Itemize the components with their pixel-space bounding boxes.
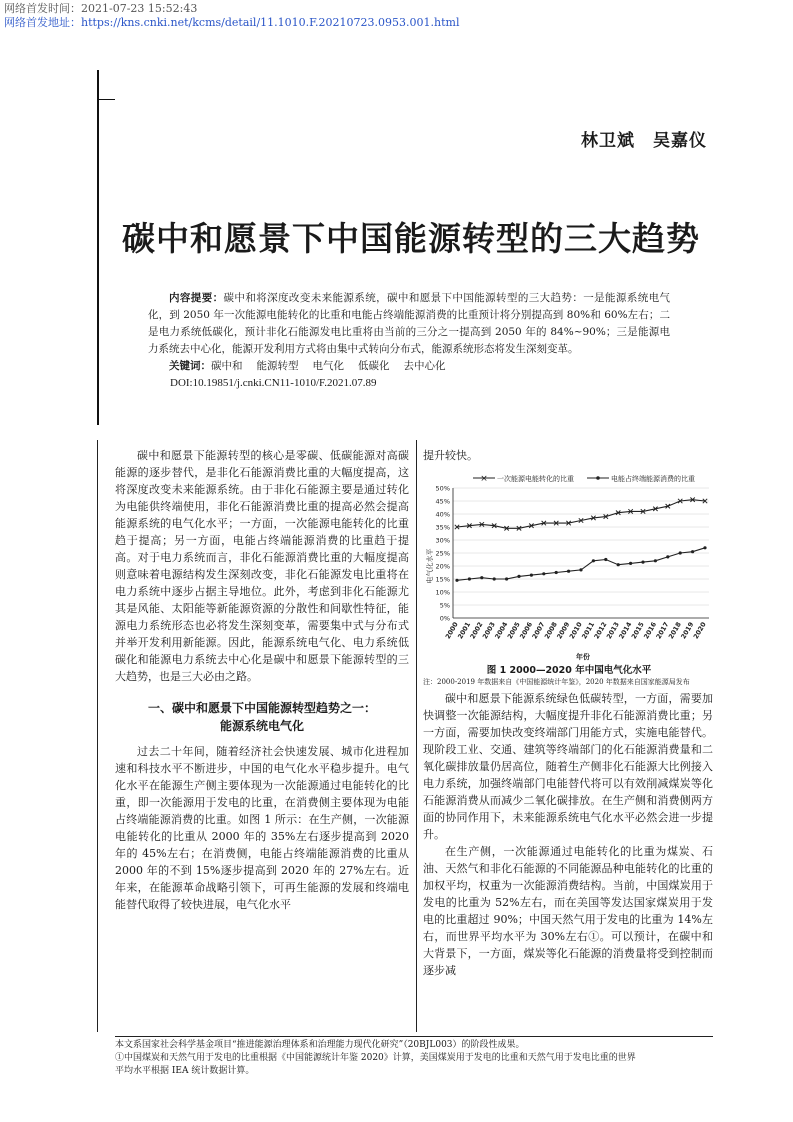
right-column-top (423, 447, 713, 464)
x-tick-label: 2004 (493, 620, 510, 641)
legend-marker-primary: × (480, 474, 488, 484)
x-tick-label: 2006 (518, 620, 535, 641)
data-point-final-consumption (567, 570, 570, 573)
chart-axes (436, 485, 709, 641)
x-tick-label: 2018 (666, 620, 683, 641)
keyword: 低碳化 (358, 360, 390, 372)
data-point-final-consumption (505, 577, 508, 580)
y-tick-label: 45% (435, 497, 450, 506)
data-point-final-consumption (480, 576, 483, 579)
y-tick-label: 40% (435, 510, 450, 519)
article-title: 碳中和愿景下中国能源转型的三大趋势 (122, 219, 700, 258)
fund-footnote: 本文系国家社会科学基金项目“推进能源治理体系和治理能力现代化研究”（20BJL003）的阶段性成果。 (115, 1040, 525, 1050)
keywords-row: 关键词：碳中和 能源转型 电气化 低碳化 去中心化 (169, 360, 446, 372)
left-column (115, 447, 409, 913)
keyword: 去中心化 (403, 360, 446, 372)
legend-marker-final (596, 476, 600, 480)
right-column (423, 690, 713, 979)
figure-1 (423, 466, 715, 666)
x-tick-label: 2010 (567, 620, 584, 641)
x-tick-label: 2008 (542, 620, 559, 641)
y-tick-label: 35% (435, 523, 450, 532)
abstract-paragraph: 内容提要：碳中和将深度改变未来能源系统，碳中和愿景下中国能源转型的三大趋势：一是能源系统电气化，到 2050 年一次能源电能转化的比重和电能占终端能源消费的比重预计将分别提高到 80%和 60%左右；二是电力系统低碳化，预计非化石能源发电比重将由当前的三分之一提高到 2050 年的 84%~90%；三是能源电力系统去中心化，能源开发利用方式将由集中式转向分布式，能源系统形态将发生深刻变革。 (148, 292, 671, 355)
data-point-final-consumption (530, 574, 533, 577)
data-point-final-consumption (455, 579, 458, 582)
body-paragraph: 碳中和愿景下能源系统绿色低碳转型，一方面，需要加快调整一次能源结构，大幅度提升非化石能源消费比重；另一方面，需要加快改变终端部门用能方式，实施电能替代。现阶段工业、交通、建筑等终端部门的化石能源消费量和二氧化碳排放量仍居高位，随着生产侧非化石能源大比例接入电力系统，加强终端部门电能替代将可以有效削减煤炭等化石能源消费从而减少二氧化碳排放。在生产侧和消费侧两方面的协同作用下，未来能源系统电气化水平必然会进一步提升。 (423, 692, 713, 841)
y-tick-label: 25% (435, 549, 450, 558)
footnote-rule (115, 1036, 713, 1037)
x-tick-label: 2017 (654, 620, 671, 641)
y-tick-label: 5% (439, 601, 450, 610)
x-tick-label: 2003 (480, 620, 497, 641)
chart-legend (473, 474, 695, 484)
body-paragraph: 碳中和愿景下能源转型的核心是零碳、低碳能源对高碳能源的逐步替代，是非化石能源消费比重的大幅度提高，这将深度改变未来能源系统。由于非化石能源主要是通过转化为电能供终端使用，非化石能源消费比重的提高必然会提高能源系统的电气化水平；一方面，一次能源电能转化的比重趋于提高；另一方面，电能占终端能源消费的比重趋于提高。对于电力系统而言，非化石能源消费比重的大幅度提高则意味着电源结构发生深刻改变，非化石能源发电比重将在电力系统中逐步占据主导地位。此外，考虑到非化石能源尤其是风能、太阳能等新能源资源的分散性和间歇性特征，能源电力系统形态也必将发生深刻变革，需要集中式与分布式并举开发利用新能源。因此，能源系统电气化、电力系统低碳化和能源电力系统去中心化是碳中和愿景下能源转型的三大趋势，也是三大必由之路。 (115, 449, 409, 683)
x-tick-label: 2019 (679, 620, 696, 641)
legend-label-final: 电能占终端能源消费的比重 (611, 475, 695, 483)
header-vertical-rule (97, 70, 99, 425)
y-axis-label: 电气化水平 (426, 548, 434, 584)
data-point-final-consumption (679, 551, 682, 554)
data-point-final-consumption (666, 555, 669, 558)
keywords-label: 关键词 (169, 360, 201, 372)
section-heading (115, 699, 409, 735)
data-point-final-consumption (555, 571, 558, 574)
header-corner-rule (97, 99, 115, 100)
figure-note: 注：2000-2019 年数据来自《中国能源统计年鉴》，2020 年数据来自国家能源局发布 (423, 678, 690, 686)
data-point-final-consumption (617, 563, 620, 566)
x-tick-label: 2013 (604, 620, 621, 641)
legend-label-primary: 一次能源电能转化的比重 (497, 475, 574, 483)
data-point-final-consumption (629, 562, 632, 565)
left-margin-rule (97, 440, 98, 1032)
authors: 林卫斌 吴嘉仪 (581, 131, 707, 151)
data-point-final-consumption (654, 559, 657, 562)
section-heading-line1: 一、碳中和愿景下中国能源转型趋势之一： (147, 701, 376, 715)
abstract-text: 碳中和将深度改变未来能源系统，碳中和愿景下中国能源转型的三大趋势：一是能源系统电气化，到 2050 年一次能源电能转化的比重和电能占终端能源消费的比重预计将分别提高到 80%和 60%左右；二是电力系统低碳化，预计非化石能源发电比重将由当前的三分之一提高到 2050 年的 84%~90%；三是能源电力系统去中心化，能源开发利用方式将由集中式转向分布式，能源系统形态将发生深刻变革。 (148, 292, 671, 355)
body-paragraph: 在生产侧，一次能源通过电能转化的比重为煤炭、石油、天然气和非化石能源的不同能源品种电能转化的比重的加权平均，权重为一次能源消费结构。当前，中国煤炭用于发电的比重为 52%左右，而在美国等发达国家煤炭用于发电的比重超过 90%；中国天然气用于发电的比重为 14%左右，而世界平均水平为 30%左右①。可以预计，在碳中和大背景下，一方面，煤炭等化石能源的消费量将受到控制而逐步减 (423, 845, 713, 977)
first-publish-time: 网络首发时间：2021-07-23 15:52:43 (4, 2, 198, 15)
data-point-final-consumption (641, 561, 644, 564)
figure-caption: 图 1 2000—2020 年中国电气化水平 (486, 665, 652, 676)
y-tick-label: 30% (435, 536, 450, 545)
section-heading-line2: 能源系统电气化 (219, 719, 304, 733)
column-divider (416, 440, 417, 1032)
x-tick-label: 2011 (580, 620, 597, 641)
x-tick-label: 2016 (642, 620, 659, 641)
abstract-block (148, 290, 670, 392)
data-point-final-consumption (592, 559, 595, 562)
x-tick-label: 2001 (456, 620, 473, 641)
x-tick-label: 2015 (629, 620, 646, 641)
data-point-final-consumption (493, 577, 496, 580)
x-axis-label: 年份 (576, 653, 590, 661)
x-tick-label: 2009 (555, 620, 572, 641)
x-tick-label: 2002 (468, 620, 485, 641)
first-publish-url[interactable]: 网络首发地址：https://kns.cnki.net/kcms/detail/11.1010.F.20210723.0953.001.html (4, 16, 460, 29)
footnote-1-continued: 平均水平根据 IEA 统计数据计算。 (115, 1066, 255, 1076)
data-point-final-consumption (579, 568, 582, 571)
x-tick-label: 2014 (617, 620, 634, 641)
electrification-line-chart (423, 466, 715, 662)
data-point-final-consumption (517, 575, 520, 578)
body-paragraph-continued: 提升较快。 (423, 449, 478, 462)
y-tick-label: 50% (435, 484, 450, 493)
keyword: 碳中和 (211, 360, 243, 372)
data-point-final-consumption (691, 550, 694, 553)
chart-series (455, 498, 707, 582)
y-tick-label: 15% (435, 575, 450, 584)
x-tick-label: 2007 (530, 620, 547, 641)
y-tick-label: 20% (435, 562, 450, 571)
data-point-final-consumption (703, 546, 706, 549)
body-paragraph: 过去二十年间，随着经济社会快速发展、城市化进程加速和科技水平不断进步，中国的电气化水平稳步提升。电气化水平在能源生产侧主要体现为一次能源通过电能转化的比重，即一次能源用于发电的比重，在消费侧主要体现为电能占终端能源消费的比重。如图 1 所示：在生产侧，一次能源电能转化的比重从 2000 年的 35%左右逐步提高到 2020 年的 45%左右；在消费侧，电能占终端能源消费的比重从 2000 年的不到 15%逐步提高到 2020 年的 27%左右。近年来，在能源革命战略引领下，可再生能源的发展和终端电能替代取得了较快进展，电气化水平 (115, 745, 409, 911)
y-tick-label: 10% (435, 588, 450, 597)
abstract-label: 内容提要 (169, 292, 213, 304)
x-tick-label: 2005 (505, 620, 522, 641)
series-line-final-consumption (457, 548, 705, 581)
keyword: 能源转型 (256, 360, 299, 372)
x-tick-label: 2000 (443, 620, 460, 641)
y-tick-label: 0% (439, 614, 450, 623)
keyword: 电气化 (312, 360, 344, 372)
x-tick-label: 2020 (691, 620, 708, 641)
x-tick-label: 2012 (592, 620, 609, 641)
data-point-final-consumption (468, 577, 471, 580)
footnote-1: ①中国煤炭和天然气用于发电的比重根据《中国能源统计年鉴 2020》计算，美国煤炭用于发电的比重和天然气用于发电比重的世界 (115, 1053, 636, 1063)
data-point-final-consumption (542, 572, 545, 575)
data-point-final-consumption (604, 558, 607, 561)
doi: DOI:10.19851/j.cnki.CN11-1010/F.2021.07.89 (170, 377, 377, 389)
